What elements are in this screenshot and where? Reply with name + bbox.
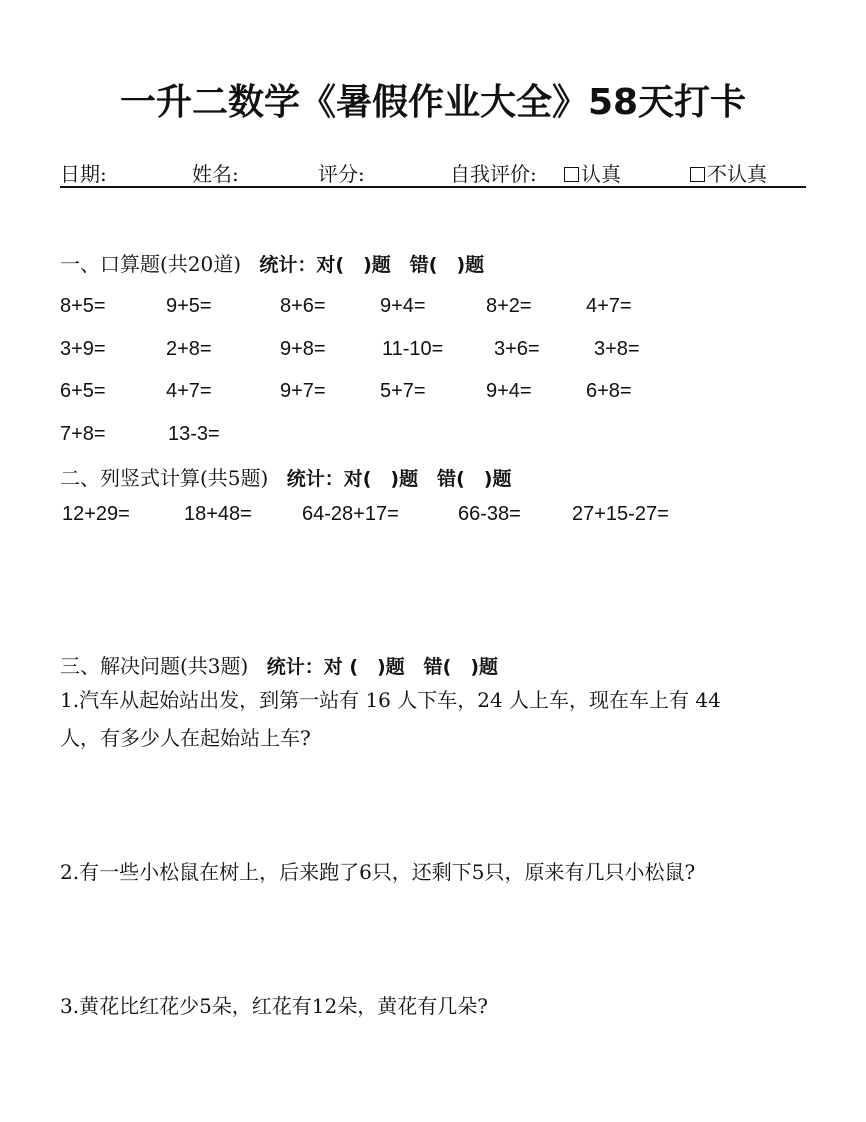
word-problem-1-line1: 1.汽车从起始站出发，到第一站有 16 人下车，24 人上车，现在车上有 44	[60, 688, 721, 712]
problem: 11-10=	[382, 338, 444, 360]
word-problem-2: 2.有一些小松鼠在树上，后来跑了6只，还剩下5只，原来有几只小松鼠?	[60, 860, 696, 884]
checkbox-serious[interactable]	[564, 158, 621, 187]
not-serious-label: 不认真	[707, 162, 767, 186]
section2-title: 二、列竖式计算(共5题)	[60, 466, 269, 490]
problem: 9+8=	[280, 338, 326, 360]
page-title: 一升二数学《暑假作业大全》58天打卡	[119, 82, 747, 123]
problem: 8+2=	[486, 295, 532, 317]
checkbox-icon	[564, 167, 579, 182]
problem: 2+8=	[166, 338, 212, 360]
problem: 8+6=	[280, 295, 326, 317]
problem: 18+48=	[184, 503, 252, 525]
problem: 5+7=	[380, 380, 426, 402]
problem: 9+5=	[166, 295, 212, 317]
section1-title: 一、口算题(共20道)	[60, 252, 242, 276]
score-label: 评分:	[318, 162, 365, 186]
word-problem-3: 3.黄花比红花少5朵，红花有12朵，黄花有几朵?	[60, 994, 488, 1018]
problem: 12+29=	[62, 503, 130, 525]
name-label: 姓名:	[192, 162, 239, 186]
section2-stat: 统计：对( )题 错( )题	[286, 468, 512, 490]
checkbox-not-serious[interactable]	[690, 158, 767, 187]
word-problem-1-line2: 人，有多少人在起始站上车?	[60, 726, 311, 750]
section3-stat: 统计：对 ( )题 错( )题	[266, 656, 499, 678]
self-eval-label: 自我评价:	[450, 162, 537, 186]
problem: 27+15-27=	[572, 503, 669, 525]
date-label: 日期:	[60, 162, 107, 186]
problem: 7+8=	[60, 423, 106, 445]
checkbox-icon	[690, 167, 705, 182]
problem: 13-3=	[168, 423, 220, 445]
section1-heading	[60, 248, 484, 277]
problem: 4+7=	[166, 380, 212, 402]
problem: 3+8=	[594, 338, 640, 360]
problem: 66-38=	[458, 503, 521, 525]
problem: 3+9=	[60, 338, 106, 360]
section3-heading	[60, 650, 498, 679]
problem: 4+7=	[586, 295, 632, 317]
problem: 64-28+17=	[302, 503, 399, 525]
problem: 6+8=	[586, 380, 632, 402]
section3-title: 三、解决问题(共3题)	[60, 654, 249, 678]
problem: 9+4=	[380, 295, 426, 317]
section2-heading	[60, 462, 511, 491]
problem: 9+4=	[486, 380, 532, 402]
info-line	[60, 158, 806, 188]
problem: 8+5=	[60, 295, 106, 317]
problem: 9+7=	[280, 380, 326, 402]
serious-label: 认真	[581, 162, 621, 186]
problem: 3+6=	[494, 338, 540, 360]
section1-stat: 统计：对( )题 错( )题	[259, 254, 485, 276]
problem: 6+5=	[60, 380, 106, 402]
